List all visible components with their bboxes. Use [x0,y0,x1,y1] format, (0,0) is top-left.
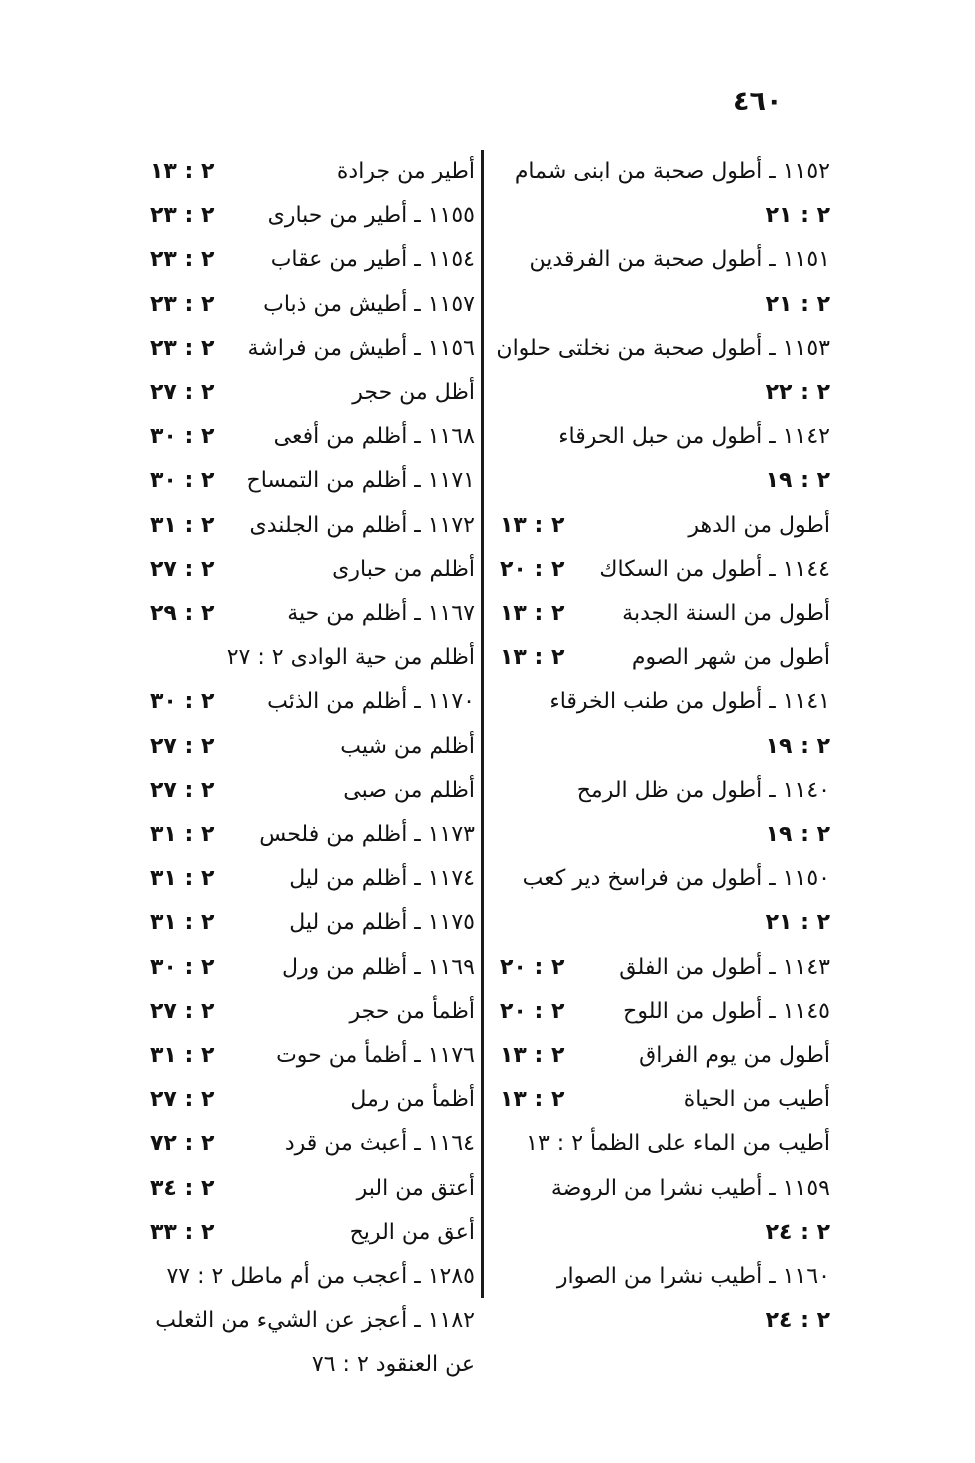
entry-reference: ٢ : ٢٧ [150,380,215,405]
entry-text: ١١٥٥ ـ أطير من حبارى [267,203,475,229]
entry-text: أطيب من الماء على الظمأ ٢ : ١٣ [526,1131,830,1157]
index-entry [500,813,830,857]
index-entry [150,946,475,990]
entry-reference: ٢ : ٧٢ [150,1131,215,1157]
entry-text: أظلم من حبارى [332,556,475,582]
index-entry [500,901,830,945]
entry-text: ١١٧٠ ـ أظلم من الذئب [267,689,475,715]
entry-reference: ٢ : ٣١ [150,866,215,892]
entry-text: أطول من الدهر [688,512,830,538]
index-entry [150,1299,475,1343]
index-entry [150,680,475,724]
entry-text: ١١٦٤ ـ أعبث من قرد [284,1131,475,1157]
index-entry [150,592,475,636]
entry-text: أطير من جرادة [336,159,475,184]
entry-text: ١١٧٣ ـ أظلم من فلحس [259,822,475,847]
entry-text: ١١٤٥ ـ أطول من اللوح [623,998,830,1024]
entry-text: ١١٤١ ـ أطول من طنب الخرقاء [549,689,830,715]
entry-text: ١١٦٠ ـ أطيب نشرا من الصوار [556,1264,830,1289]
index-entry [150,990,475,1034]
entry-reference: ٢ : ٢٣ [150,203,215,229]
entry-text: ١١٥٠ ـ أطول من فراسخ دير كعب [522,866,830,892]
entry-reference: ٢ : ٣٠ [150,689,215,715]
entry-text: ١١٧٥ ـ أظلم من ليل [289,910,475,936]
entry-text: أظل من حجر [352,380,475,405]
index-entry [150,459,475,503]
entry-text: ١١٤٠ ـ أطول من ظل الرمح [576,777,830,803]
index-entry [500,238,830,282]
index-entry [150,1078,475,1122]
entry-text: ١١٥٤ ـ أطير من عقاب [270,247,475,273]
page-number: ٤٦٠ [733,86,783,117]
index-entry [150,636,475,680]
index-entry [500,415,830,459]
entry-reference: ٢ : ٢٧ [150,1087,215,1113]
entry-reference: ٢ : ٢٤ [765,1308,830,1334]
entry-text: أظلم من شيب [340,733,475,759]
entry-text: أطول من يوم الفراق [639,1043,830,1068]
entry-reference: ٢ : ٢٠ [500,556,565,582]
entry-text: ١٢٨٥ ـ أعجب من أم ماطل ٢ : ٧٧ [166,1264,475,1289]
entry-text: ١١٤٣ ـ أطول من الفلق [619,954,830,980]
index-entry [150,283,475,327]
index-entry [150,371,475,415]
entry-reference: ٢ : ٣٤ [150,1175,215,1201]
index-entry [500,283,830,327]
index-entry [150,194,475,238]
entry-text: أعق من الريح [349,1219,475,1245]
entry-reference: ٢ : ٣٠ [150,468,215,494]
index-entry [150,150,475,194]
index-entry [500,459,830,503]
index-entry [500,1255,830,1299]
index-entry [500,1034,830,1078]
index-entry [500,636,830,680]
index-entry [500,857,830,901]
entry-text: ١١٧٢ ـ أظلم من الجلندى [249,512,475,538]
entry-text: ١١٥٣ ـ أطول صحبة من نخلتى حلوان [496,335,830,361]
index-entry [500,725,830,769]
entry-reference: ٢ : ٢٣ [150,247,215,273]
entry-reference: ٢ : ٢٧ [150,777,215,803]
index-entry [500,504,830,548]
entry-text: أظمأ من رمل [350,1087,475,1113]
entry-text: ١١٥١ ـ أطول صحبة من الفرقدين [529,247,830,273]
entry-text: ١١٧٤ ـ أظلم من ليل [289,866,475,892]
entry-reference: ٢ : ٣٠ [150,424,215,450]
entry-reference: ٢ : ٣٠ [150,954,215,980]
entry-text: ١١٧١ ـ أظلم من التمساح [246,468,475,494]
entry-reference: ٢ : ٣١ [150,822,215,847]
entry-text: ١١٥٢ ـ أطول صحبة من ابنى شمام [514,159,830,184]
index-entry [500,371,830,415]
index-entry [150,725,475,769]
index-entry [150,504,475,548]
entry-text: ١١٧٦ ـ أظمأ من حوت [276,1043,475,1068]
index-entry [150,238,475,282]
index-entry [500,548,830,592]
index-entry [150,1167,475,1211]
entry-reference: ٢ : ٢٠ [500,954,565,980]
entry-reference: ٢ : ٣١ [150,1043,215,1068]
entry-reference: ٢ : ١٣ [500,645,565,671]
entry-text: أطيب من الحياة [683,1087,830,1113]
entry-reference: ٢ : ٢٠ [500,998,565,1024]
index-entry [500,1167,830,1211]
entry-text: أظلم من حية الوادى ٢ : ٢٧ [226,645,475,671]
entry-reference: ٢ : ٢٧ [150,556,215,582]
index-entry [150,1343,475,1387]
index-entry [150,857,475,901]
index-entry [500,1078,830,1122]
entry-text: ١١٦٧ ـ أظلم من حية [287,601,475,626]
index-entry [150,769,475,813]
index-entry [500,592,830,636]
index-entry [150,813,475,857]
entry-reference: ٢ : ١٩ [765,468,830,494]
entry-reference: ٢ : ٢٣ [150,291,215,317]
entry-reference: ٢ : ٢٣ [150,335,215,361]
entry-text: أظمأ من حجر [349,998,475,1024]
entry-reference: ٢ : ١٩ [765,733,830,759]
index-entry [150,415,475,459]
index-entry [150,1211,475,1255]
index-entry [150,1255,475,1299]
entry-reference: ٢ : ١٣ [500,1087,565,1113]
index-entry [150,1122,475,1166]
entry-reference: ٢ : ٢٩ [150,601,215,626]
entry-reference: ٢ : ١٣ [500,601,565,626]
entry-reference: ٢ : ١٣ [500,512,565,538]
entry-text: أطول من شهر الصوم [631,645,830,671]
index-entry [150,1034,475,1078]
entry-reference: ٢ : ٢٧ [150,733,215,759]
index-entry [500,990,830,1034]
index-entry [500,150,830,194]
entry-reference: ٢ : ٣١ [150,512,215,538]
entry-reference: ٢ : ١٣ [500,1043,565,1068]
entry-text: أظلم من صبى [343,777,475,803]
entry-reference: ٢ : ٢١ [765,910,830,936]
entry-text: عن العنقود ٢ : ٧٦ [311,1352,475,1378]
entry-text: ١١٦٨ ـ أظلم من أفعى [273,424,475,450]
entry-reference: ٢ : ١٩ [765,822,830,847]
entry-reference: ٢ : ١٣ [150,159,215,184]
index-entry [500,769,830,813]
index-entry [496,327,830,371]
index-entry [150,901,475,945]
entry-text: أطول من السنة الجدبة [622,601,830,626]
index-entry [500,194,830,238]
entry-reference: ٢ : ٣٣ [150,1219,215,1245]
entry-text: ١١٤٢ ـ أطول من حبل الحرقاء [558,424,830,450]
entry-text: ١١٥٧ ـ أطيش من ذباب [263,291,475,317]
index-entry [150,327,475,371]
entry-reference: ٢ : ٢٤ [765,1219,830,1245]
entry-reference: ٢ : ٢١ [765,203,830,229]
entry-text: ١١٥٦ ـ أطيش من فراشة [247,335,475,361]
entry-reference: ٢ : ٢٢ [765,380,830,405]
entry-text: ١١٤٤ ـ أطول من السكاك [599,556,830,582]
entry-reference: ٢ : ٢١ [765,291,830,317]
index-entry [500,1211,830,1255]
index-entry [500,1299,830,1343]
index-entry [500,680,830,724]
index-entry [150,548,475,592]
column-divider [481,150,484,1298]
entry-reference: ٢ : ٣١ [150,910,215,936]
entry-reference: ٢ : ٢٧ [150,998,215,1024]
entry-text: ١١٥٩ ـ أطيب نشرا من الروضة [550,1175,830,1201]
index-entry [500,946,830,990]
entry-text: أعتق من البر [356,1175,475,1201]
entry-text: ١١٦٩ ـ أظلم من ورل [282,954,475,980]
entry-text: ١١٨٢ ـ أعجز عن الشيء من الثعلب [155,1308,475,1334]
index-entry [500,1122,830,1166]
